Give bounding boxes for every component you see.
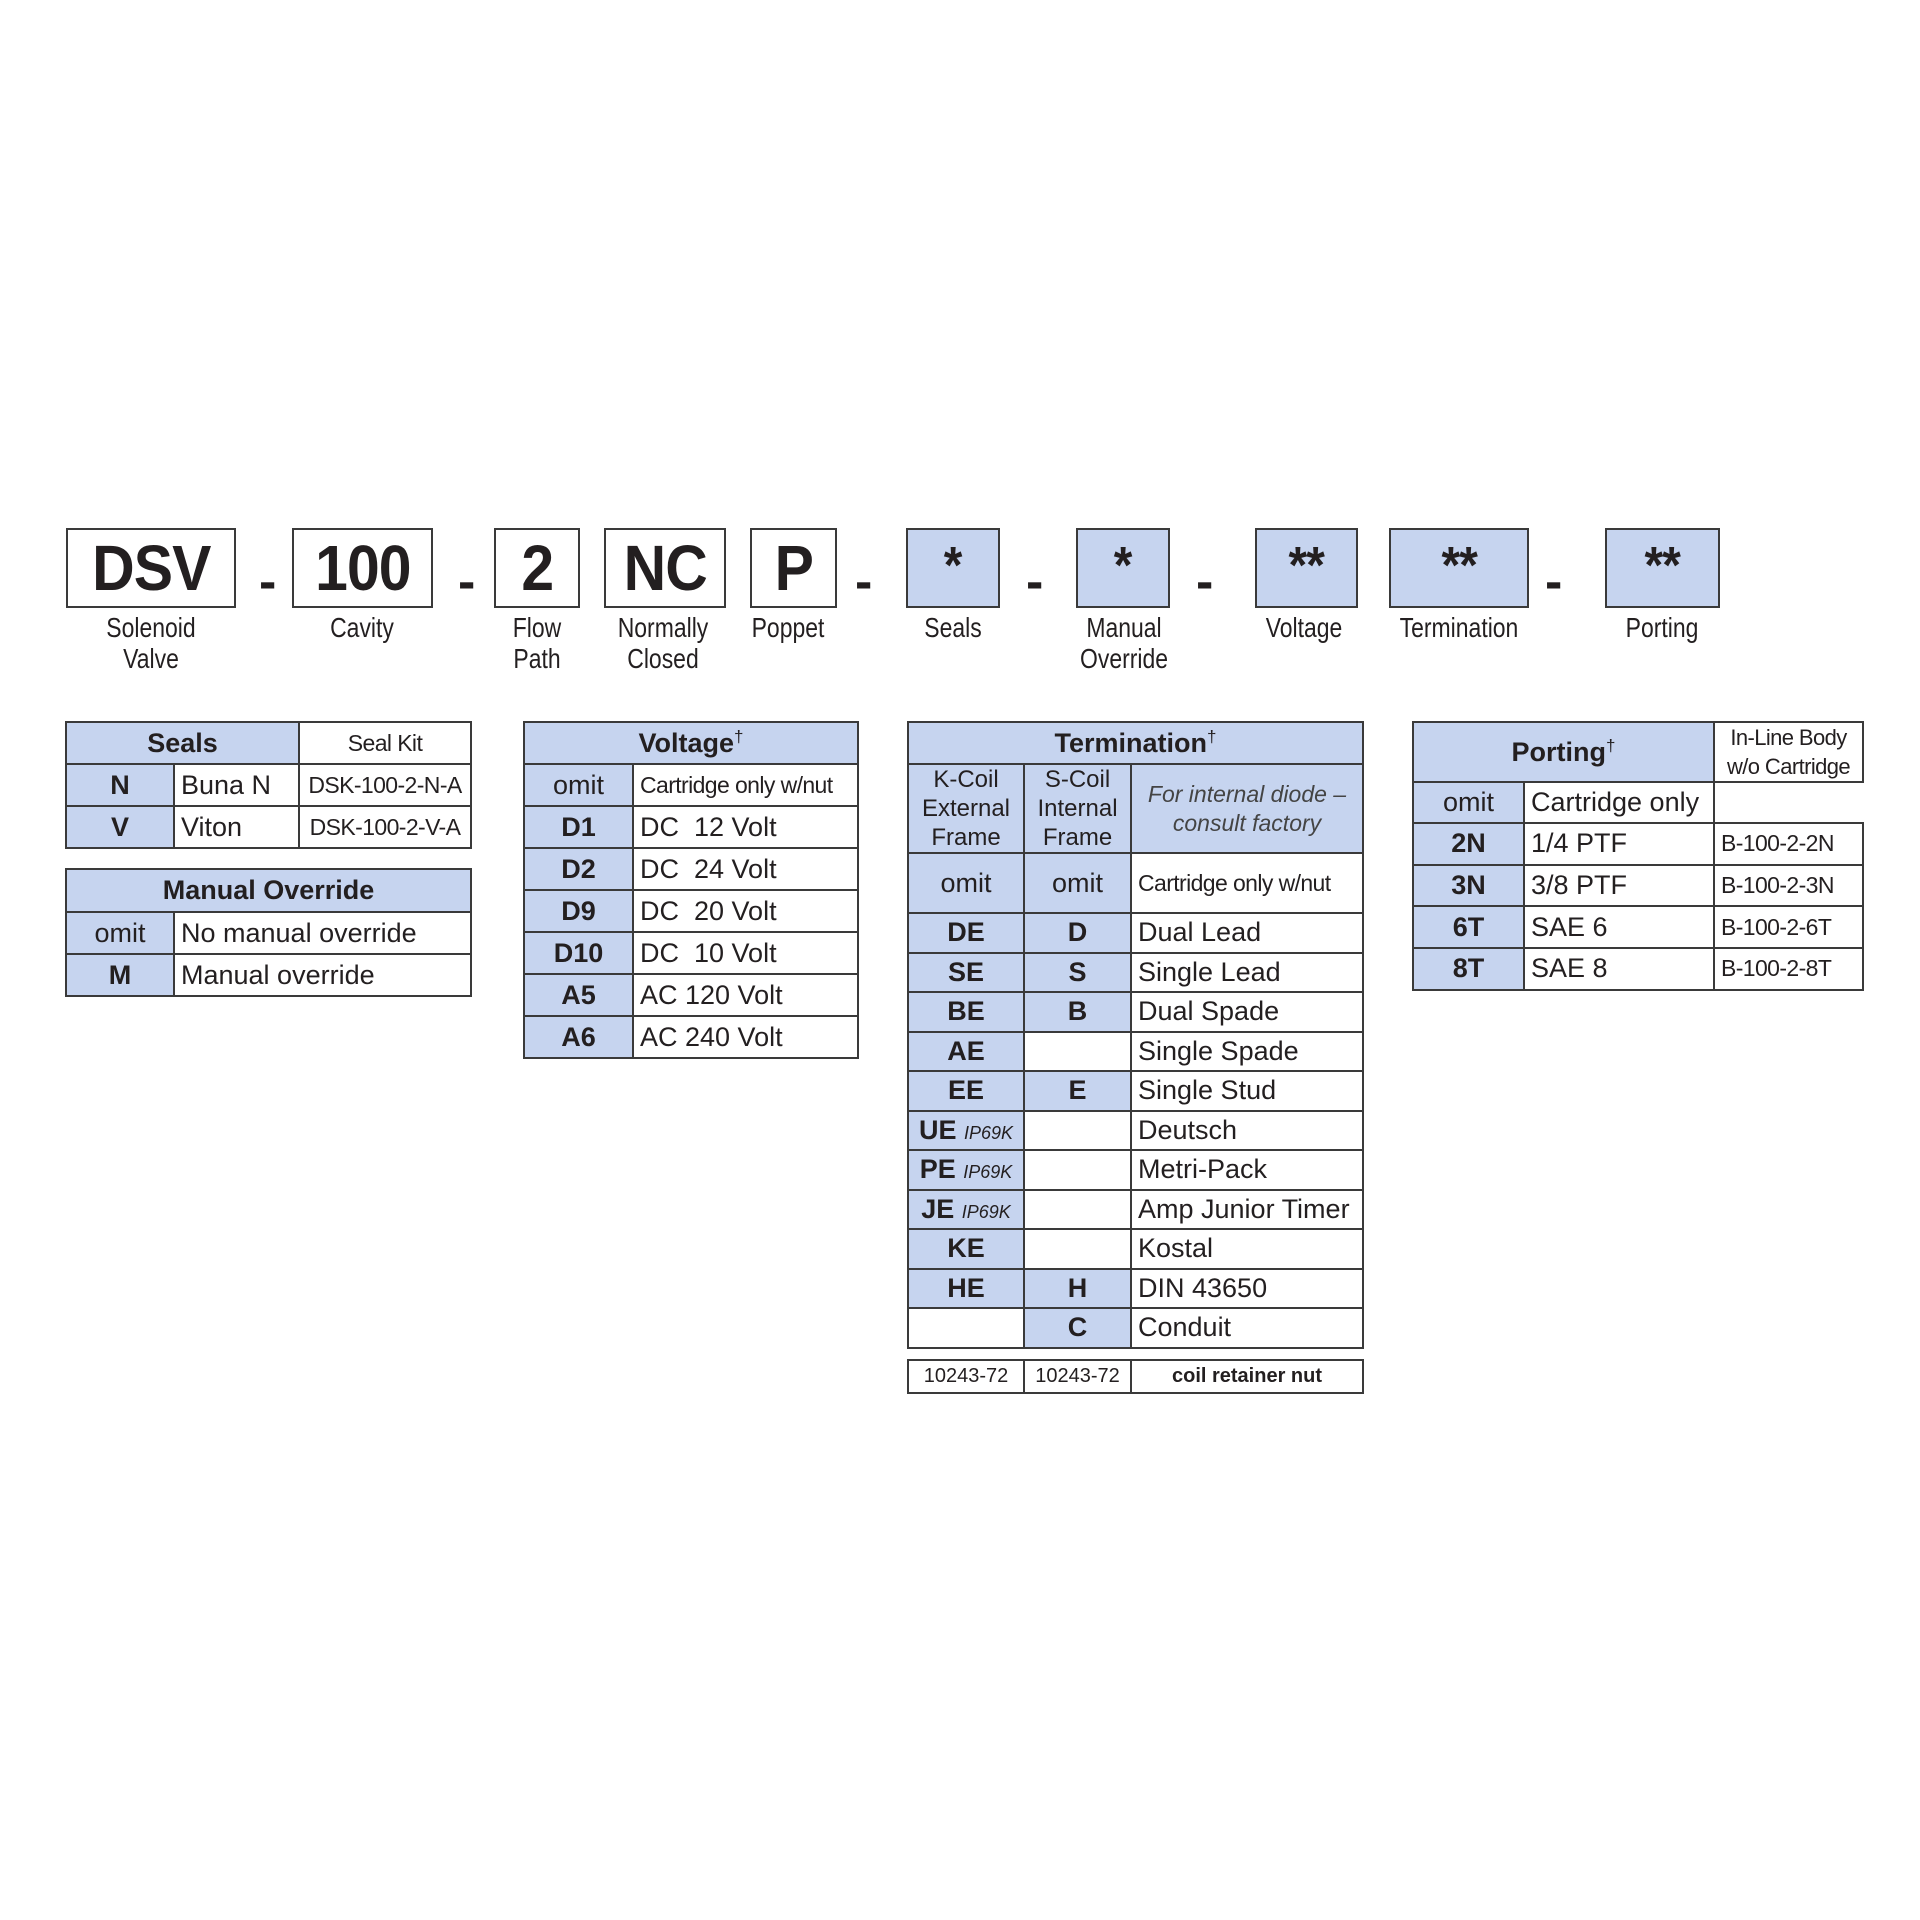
porting-code: 8T (1413, 948, 1524, 990)
code-label: Voltage (1265, 612, 1343, 643)
k-coil-code (908, 913, 1024, 953)
voltage-code: D10 (524, 932, 633, 974)
table-row (908, 953, 1363, 993)
override-code: M (66, 954, 174, 996)
termination-desc: Dual Spade (1131, 992, 1363, 1032)
table-row (908, 1071, 1363, 1111)
k-coil-code (908, 1229, 1024, 1269)
s-coil-header: S-Coil Internal Frame (1024, 764, 1131, 853)
s-coil-code: S (1024, 953, 1131, 993)
separator-dash: - (855, 553, 873, 611)
table-row (66, 912, 471, 954)
s-coil-code: B (1024, 992, 1131, 1032)
k-coil-nut-part: 10243-72 (908, 1360, 1024, 1393)
voltage-desc: DC 10 Volt (633, 932, 858, 974)
override-desc: No manual override (174, 912, 471, 954)
porting-desc: SAE 6 (1524, 906, 1714, 948)
voltage-desc: DC 24 Volt (633, 848, 858, 890)
code-label: Cavity (330, 612, 394, 643)
code-text: * (944, 537, 962, 595)
code-box-voltage (1255, 528, 1358, 608)
voltage-code: A6 (524, 1016, 633, 1058)
termination-title (908, 722, 1363, 764)
separator-dash: - (1196, 553, 1214, 611)
code-text: P (774, 532, 813, 604)
seal-kit-part: DSK-100-2-V-A (299, 806, 471, 848)
voltage-code: A5 (524, 974, 633, 1016)
voltage-code: omit (524, 764, 633, 806)
k-coil-code (908, 1190, 1024, 1230)
inline-body-part: B-100-2-2N (1714, 823, 1863, 865)
s-coil-nut-part: 10243-72 (1024, 1360, 1131, 1393)
table-row (908, 992, 1363, 1032)
inline-body-header: In-Line Body w/o Cartridge (1714, 722, 1863, 782)
k-code-text: DE (947, 917, 985, 948)
separator-dash: - (1545, 553, 1563, 611)
code-box-termination (1389, 528, 1529, 608)
voltage-desc: AC 120 Volt (633, 974, 858, 1016)
seal-material: Viton (174, 806, 299, 848)
table-row (524, 848, 858, 890)
table-row (66, 764, 471, 806)
table-row (908, 1150, 1363, 1190)
code-label: Normally Closed (617, 612, 709, 674)
code-label: Termination (1399, 612, 1519, 643)
voltage-code: D1 (524, 806, 633, 848)
table-row (1413, 906, 1863, 948)
termination-table (907, 721, 1364, 1349)
k-code-text: omit (940, 867, 992, 898)
override-desc: Manual override (174, 954, 471, 996)
termination-footer (907, 1359, 1364, 1394)
table-row (524, 890, 858, 932)
separator-dash: - (259, 553, 277, 611)
s-coil-code (1024, 1150, 1131, 1190)
seal-material: Buna N (174, 764, 299, 806)
k-code-text: SE (947, 956, 985, 987)
table-row (1413, 823, 1863, 865)
k-code-text: BE (947, 996, 985, 1027)
k-coil-code (908, 1111, 1024, 1151)
table-row (524, 806, 858, 848)
voltage-code: D9 (524, 890, 633, 932)
k-coil-code (908, 1308, 1024, 1348)
code-label: Solenoid Valve (106, 612, 196, 674)
s-coil-code: omit (1024, 853, 1131, 913)
porting-desc: Cartridge only (1524, 782, 1714, 823)
voltage-table (523, 721, 859, 1059)
code-label: Poppet (751, 612, 825, 643)
table-row (524, 764, 858, 806)
termination-desc: Kostal (1131, 1229, 1363, 1269)
porting-table (1412, 721, 1864, 991)
k-code-text: HE (947, 1272, 985, 1303)
table-row (524, 1016, 858, 1058)
diode-note: For internal diode – consult factory (1131, 764, 1363, 853)
termination-desc: Cartridge only w/nut (1131, 853, 1363, 913)
termination-desc: Deutsch (1131, 1111, 1363, 1151)
porting-code: 2N (1413, 823, 1524, 865)
k-code-text: AE (947, 1035, 985, 1066)
ip69k-rating: IP69K (963, 1162, 1013, 1183)
ip69k-rating: IP69K (961, 1201, 1011, 1222)
porting-title (1413, 722, 1714, 782)
porting-code: 6T (1413, 906, 1524, 948)
k-coil-header: K-Coil External Frame (908, 764, 1024, 853)
voltage-title-text: Voltage (638, 728, 735, 758)
code-text: * (1114, 537, 1132, 595)
termination-desc: Single Stud (1131, 1071, 1363, 1111)
s-coil-code: C (1024, 1308, 1131, 1348)
table-row (908, 1190, 1363, 1230)
k-coil-code (908, 1150, 1024, 1190)
table-row (524, 932, 858, 974)
code-text: NC (623, 532, 707, 604)
k-coil-code (908, 853, 1024, 913)
inline-body-part: B-100-2-6T (1714, 906, 1863, 948)
coil-retainer-nut-label: coil retainer nut (1131, 1360, 1363, 1393)
code-box-porting (1605, 528, 1720, 608)
table-row (524, 974, 858, 1016)
k-coil-code (908, 1032, 1024, 1072)
seal-kit-header: Seal Kit (299, 722, 471, 764)
seal-kit-part: DSK-100-2-N-A (299, 764, 471, 806)
code-text: ** (1441, 537, 1477, 595)
voltage-desc: AC 240 Volt (633, 1016, 858, 1058)
s-coil-code (1024, 1229, 1131, 1269)
table-row (66, 954, 471, 996)
termination-desc: Single Spade (1131, 1032, 1363, 1072)
table-row (1413, 865, 1863, 907)
seals-title: Seals (66, 722, 299, 764)
seal-code: N (66, 764, 174, 806)
k-code-text: PE (919, 1154, 956, 1185)
inline-body-part: B-100-2-3N (1714, 865, 1863, 907)
code-box-series (66, 528, 236, 608)
code-box-seals (906, 528, 1000, 608)
code-box-normally-closed (604, 528, 726, 608)
table-row (908, 1229, 1363, 1269)
termination-desc: Single Lead (1131, 953, 1363, 993)
porting-code: omit (1413, 782, 1524, 823)
ip69k-rating: IP69K (963, 1122, 1014, 1143)
s-coil-code (1024, 1111, 1131, 1151)
table-row (1413, 782, 1863, 823)
k-coil-code (908, 953, 1024, 993)
voltage-desc: DC 12 Volt (633, 806, 858, 848)
table-row (908, 913, 1363, 953)
porting-title-text: Porting (1511, 737, 1607, 767)
k-code-text: JE (921, 1193, 955, 1224)
k-code-text: EE (947, 1075, 985, 1106)
code-text: DSV (91, 532, 211, 604)
voltage-code: D2 (524, 848, 633, 890)
voltage-desc: Cartridge only w/nut (633, 764, 858, 806)
code-text: 2 (521, 532, 553, 604)
code-text: 100 (314, 532, 411, 604)
table-row (66, 806, 471, 848)
code-box-flow-path (494, 528, 580, 608)
voltage-desc: DC 20 Volt (633, 890, 858, 932)
table-row (908, 853, 1363, 913)
porting-desc: 3/8 PTF (1524, 865, 1714, 907)
manual-override-title: Manual Override (66, 869, 471, 912)
seals-table (65, 721, 472, 849)
k-coil-code (908, 1071, 1024, 1111)
k-code-text: KE (947, 1233, 985, 1264)
s-coil-code: E (1024, 1071, 1131, 1111)
code-text: ** (1288, 537, 1325, 595)
porting-desc: SAE 8 (1524, 948, 1714, 990)
table-row (908, 1308, 1363, 1348)
table-row (908, 1111, 1363, 1151)
table-row (908, 1032, 1363, 1072)
code-box-cavity (292, 528, 433, 608)
porting-desc: 1/4 PTF (1524, 823, 1714, 865)
seal-code: V (66, 806, 174, 848)
s-coil-code (1024, 1032, 1131, 1072)
code-label: Manual Override (1079, 612, 1169, 674)
override-code: omit (66, 912, 174, 954)
termination-title-text: Termination (1054, 728, 1208, 758)
table-row (1413, 948, 1863, 990)
voltage-title (524, 722, 858, 764)
code-label: Flow Path (512, 612, 562, 674)
dagger-mark: † (1606, 736, 1616, 755)
inline-body-part: B-100-2-8T (1714, 948, 1863, 990)
separator-dash: - (458, 553, 476, 611)
code-box-poppet (750, 528, 837, 608)
table-row (908, 1269, 1363, 1309)
code-label: Seals (924, 612, 982, 643)
termination-desc: Dual Lead (1131, 913, 1363, 953)
code-text: ** (1644, 537, 1681, 595)
s-coil-code: H (1024, 1269, 1131, 1309)
k-coil-code (908, 992, 1024, 1032)
code-box-manual-override (1076, 528, 1170, 608)
termination-desc: Conduit (1131, 1308, 1363, 1348)
manual-override-table (65, 868, 472, 997)
dagger-mark: † (1207, 727, 1217, 746)
separator-dash: - (1026, 553, 1044, 611)
k-coil-code (908, 1269, 1024, 1309)
s-coil-code (1024, 1190, 1131, 1230)
termination-desc: DIN 43650 (1131, 1269, 1363, 1309)
termination-desc: Amp Junior Timer (1131, 1190, 1363, 1230)
termination-desc: Metri-Pack (1131, 1150, 1363, 1190)
k-code-text: UE (918, 1114, 957, 1145)
porting-code: 3N (1413, 865, 1524, 907)
dagger-mark: † (734, 727, 744, 746)
code-label: Porting (1625, 612, 1699, 643)
s-coil-code: D (1024, 913, 1131, 953)
